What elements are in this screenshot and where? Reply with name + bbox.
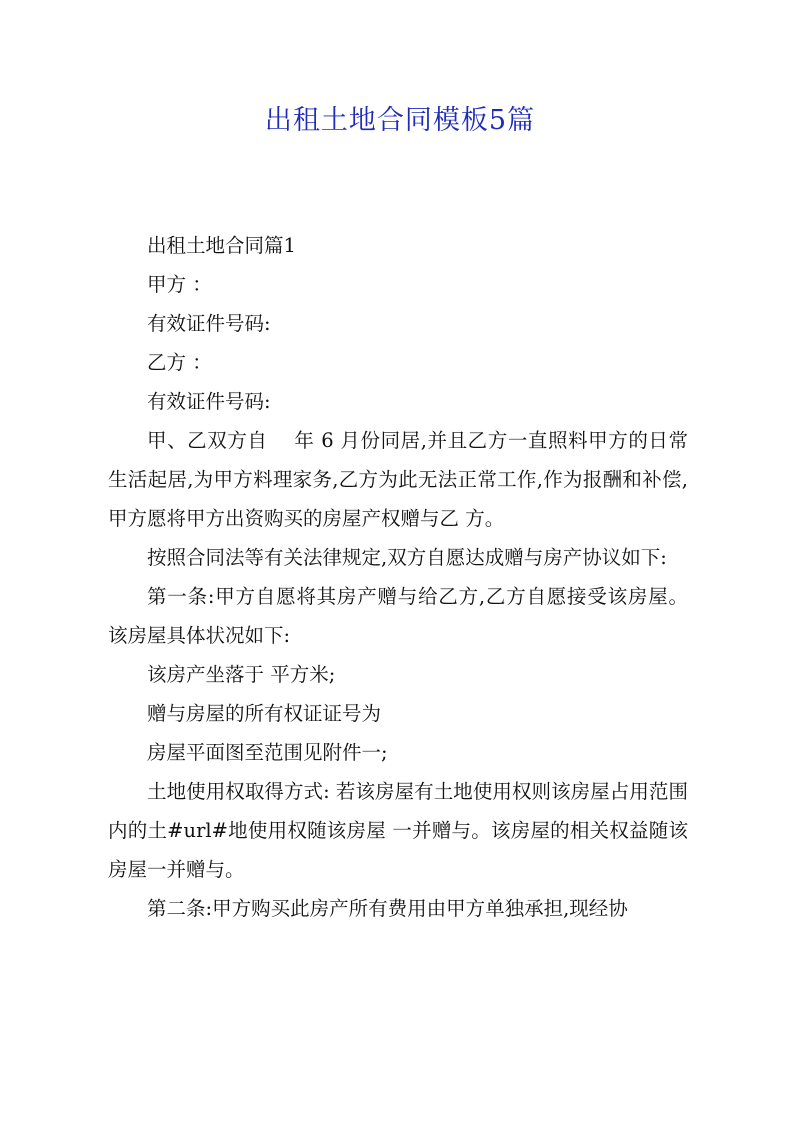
property-location-line: 该房产坐落于 平方米; [147,663,336,686]
party-b-line: 乙方 ： [147,351,212,374]
article-one-paragraph: 第一条:甲方自愿将其房产赠与给乙方,乙方自愿接受该房屋。 该房屋具体状况如下: [108,585,688,647]
agreement-intro-paragraph: 按照合同法等有关法律规定,双方自愿达成赠与房产协议如下: [147,546,667,569]
floor-plan-line: 房屋平面图至范围见附件一; [147,741,388,764]
section-heading: 出租土地合同篇1 [147,234,296,257]
document-body [108,226,688,928]
party-a-id-line: 有效证件号码: [147,312,271,335]
property-certificate-line: 赠与房屋的所有权证证号为 [147,702,382,725]
article-two-paragraph: 第二条:甲方购买此房产所有费用由甲方单独承担,现经协 [147,897,628,920]
party-a-line: 甲方 ： [147,273,212,296]
document-title: 出租土地合同模板5篇 [264,105,536,136]
land-use-paragraph: 土地使用权取得方式: 若该房屋有土地使用权则该房屋占用范围内的土#url#地使用权随该房屋 一并赠与。该房屋的相关权益随该房屋一并赠与。 [108,780,688,881]
party-b-id-line: 有效证件号码: [147,390,271,413]
background-paragraph: 甲、乙双方自 年 6 月份同居,并且乙方一直照料甲方的日常生活起居,为甲方料理家务,乙方为此无法正常工作,作为报酬和补偿,甲方愿将甲方出资购买的房屋产权赠与乙 方。 [108,429,688,530]
